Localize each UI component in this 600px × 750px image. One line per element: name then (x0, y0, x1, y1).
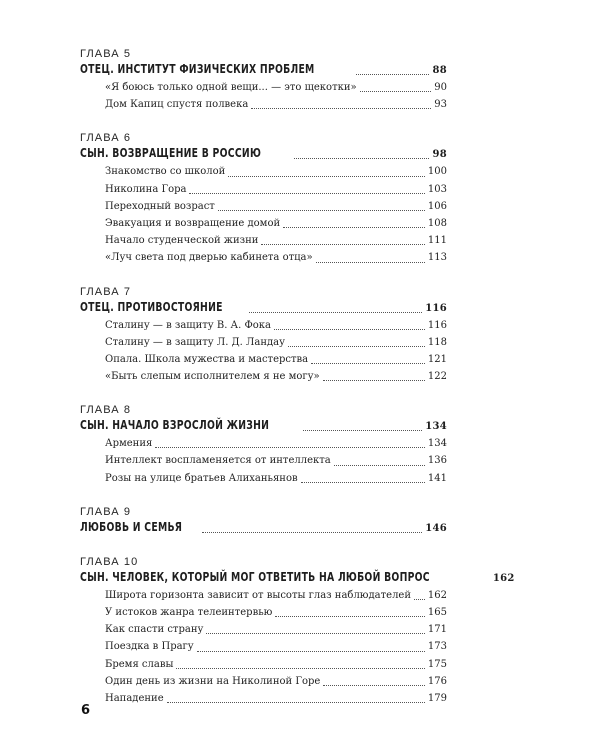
chapter-block (80, 506, 447, 537)
dot-leader (189, 193, 424, 194)
section-title: «Я боюсь только одной вещи... — это щекотки» (105, 82, 357, 93)
section-page: 106 (427, 200, 447, 212)
chapter-page: 162 (492, 572, 515, 584)
section-title: Сталину — в защиту Л. Д. Ландау (105, 336, 286, 348)
dot-leader (155, 447, 425, 448)
section-title: Нападение (105, 692, 164, 704)
section-page: 141 (427, 472, 447, 484)
chapter-entry[interactable] (80, 569, 515, 587)
dot-leader (316, 262, 425, 263)
section-title: «Быть слепым исполнителем я не могу» (105, 371, 320, 383)
dot-leader (261, 244, 424, 245)
chapter-label: ГЛАВА 8 (80, 404, 132, 417)
section-page: 121 (427, 353, 447, 365)
section-entry[interactable] (80, 690, 447, 707)
section-entry[interactable] (80, 181, 447, 198)
dot-leader (283, 227, 425, 228)
section-entry[interactable] (80, 317, 447, 334)
section-page: 179 (427, 692, 447, 704)
dot-leader (206, 633, 425, 634)
dot-leader (167, 702, 425, 703)
chapter-label: ГЛАВА 5 (80, 48, 132, 60)
section-title: Как спасти страну (105, 624, 204, 636)
section-entry[interactable] (80, 656, 447, 673)
dot-leader (288, 346, 425, 347)
section-entry[interactable] (80, 79, 447, 96)
section-page: 134 (427, 438, 447, 450)
section-title: У истоков жанра телеинтервью (105, 607, 273, 618)
section-title: Широта горизонта зависит от высоты глаз наблюдателей (105, 589, 412, 601)
dot-leader (202, 532, 422, 533)
section-page: 90 (434, 82, 447, 93)
dot-leader (228, 176, 425, 177)
dot-leader (311, 363, 425, 364)
dot-leader (251, 108, 431, 109)
dot-leader (356, 74, 430, 75)
chapter-title: СЫН. НАЧАЛО ВЗРОСЛОЙ ЖИЗНИ (80, 418, 270, 433)
section-entry[interactable] (80, 232, 447, 249)
chapter-title: СЫН. ВОЗВРАЩЕНИЕ В РОССИЮ (80, 146, 262, 161)
section-entry[interactable] (80, 96, 447, 113)
section-title: Начало студенческой жизни (105, 235, 259, 247)
chapter-entry[interactable] (80, 299, 447, 317)
dot-leader (218, 210, 425, 211)
section-page: 118 (427, 336, 447, 348)
section-title: Эвакуация и возвращение домой (105, 217, 281, 229)
dot-leader (414, 599, 425, 600)
section-title: Дом Капиц спустя полвека (105, 99, 249, 111)
chapter-page: 98 (432, 149, 447, 161)
section-entry[interactable] (80, 249, 447, 266)
dot-leader (323, 380, 425, 381)
section-title: Интеллект воспламеняется от интеллекта (105, 455, 331, 467)
dot-leader (274, 329, 425, 330)
section-title: Опала. Школа мужества и мастерства (105, 353, 309, 365)
dot-leader (294, 158, 430, 159)
section-entry[interactable] (80, 215, 447, 232)
chapter-block (80, 286, 447, 386)
section-entry[interactable] (80, 198, 447, 215)
section-title: Сталину — в защиту В. А. Фока (105, 319, 272, 331)
section-title: Николина Гора (105, 183, 187, 195)
section-title: Переходный возраст (105, 200, 215, 212)
section-entry[interactable] (80, 368, 447, 385)
section-page: 103 (427, 183, 447, 195)
chapter-page: 134 (425, 421, 447, 433)
chapter-block (80, 404, 447, 487)
section-entry[interactable] (80, 604, 447, 621)
section-page: 111 (427, 235, 447, 247)
section-entry[interactable] (80, 673, 447, 690)
section-entry[interactable] (80, 334, 447, 351)
section-page: 171 (427, 624, 447, 636)
section-page: 122 (427, 371, 447, 383)
chapter-label: ГЛАВА 9 (80, 505, 132, 518)
section-page: 173 (427, 641, 447, 653)
section-title: Бремя славы (105, 658, 174, 670)
dot-leader (323, 685, 425, 686)
section-page: 100 (427, 166, 447, 178)
dot-leader (197, 651, 425, 652)
section-entry[interactable] (80, 452, 447, 469)
dot-leader (334, 465, 425, 466)
section-page: 162 (427, 589, 447, 601)
dot-leader (176, 668, 424, 669)
section-page: 136 (427, 455, 447, 467)
chapter-entry[interactable] (80, 519, 447, 537)
table-of-contents (80, 48, 515, 726)
section-page: 175 (427, 658, 447, 670)
section-entry[interactable] (80, 621, 447, 638)
section-page: 93 (434, 99, 447, 111)
section-page: 108 (427, 217, 447, 229)
dot-leader (249, 312, 422, 313)
chapter-entry[interactable] (80, 145, 447, 163)
section-page: 116 (427, 319, 447, 331)
chapter-title: СЫН. ЧЕЛОВЕК, КОТОРЫЙ МОГ ОТВЕТИТЬ НА ЛЮБОЙ ВОПРОС (80, 569, 430, 584)
section-entry[interactable] (80, 163, 447, 180)
dot-leader (360, 91, 432, 92)
section-entry[interactable] (80, 638, 447, 655)
dot-leader (303, 430, 422, 431)
section-page: 165 (427, 607, 447, 618)
chapter-title: ОТЕЦ. ИНСТИТУТ ФИЗИЧЕСКИХ ПРОБЛЕМ (80, 62, 315, 76)
chapter-label: ГЛАВА 10 (80, 555, 139, 568)
chapter-label: ГЛАВА 6 (80, 132, 132, 145)
chapter-page: 88 (432, 65, 447, 76)
chapter-block (80, 48, 447, 113)
page-number: 6 (81, 703, 91, 718)
chapter-page: 116 (425, 302, 447, 314)
section-entry[interactable] (80, 587, 447, 604)
section-entry[interactable] (80, 351, 447, 368)
chapter-title: ОТЕЦ. ПРОТИВОСТОЯНИЕ (80, 299, 223, 314)
chapter-entry[interactable] (80, 417, 447, 435)
section-title: Знакомство со школой (105, 166, 226, 178)
chapter-block (80, 555, 515, 707)
chapter-title: ЛЮБОВЬ И СЕМЬЯ (80, 519, 183, 534)
section-title: Поездка в Прагу (105, 641, 194, 653)
section-page: 113 (427, 252, 447, 264)
section-entry[interactable] (80, 470, 447, 487)
dot-leader (275, 616, 425, 617)
chapter-entry[interactable] (80, 61, 447, 79)
section-entry[interactable] (80, 435, 447, 452)
section-title: Армения (105, 438, 153, 450)
section-title: Один день из жизни на Николиной Горе (105, 675, 321, 687)
chapter-page: 146 (425, 522, 447, 534)
chapter-block (80, 132, 447, 266)
section-page: 176 (427, 675, 447, 687)
chapter-label: ГЛАВА 7 (80, 285, 132, 298)
section-title: «Луч света под дверью кабинета отца» (105, 252, 313, 264)
dot-leader (301, 482, 425, 483)
section-title: Розы на улице братьев Алиханьянов (105, 472, 298, 484)
